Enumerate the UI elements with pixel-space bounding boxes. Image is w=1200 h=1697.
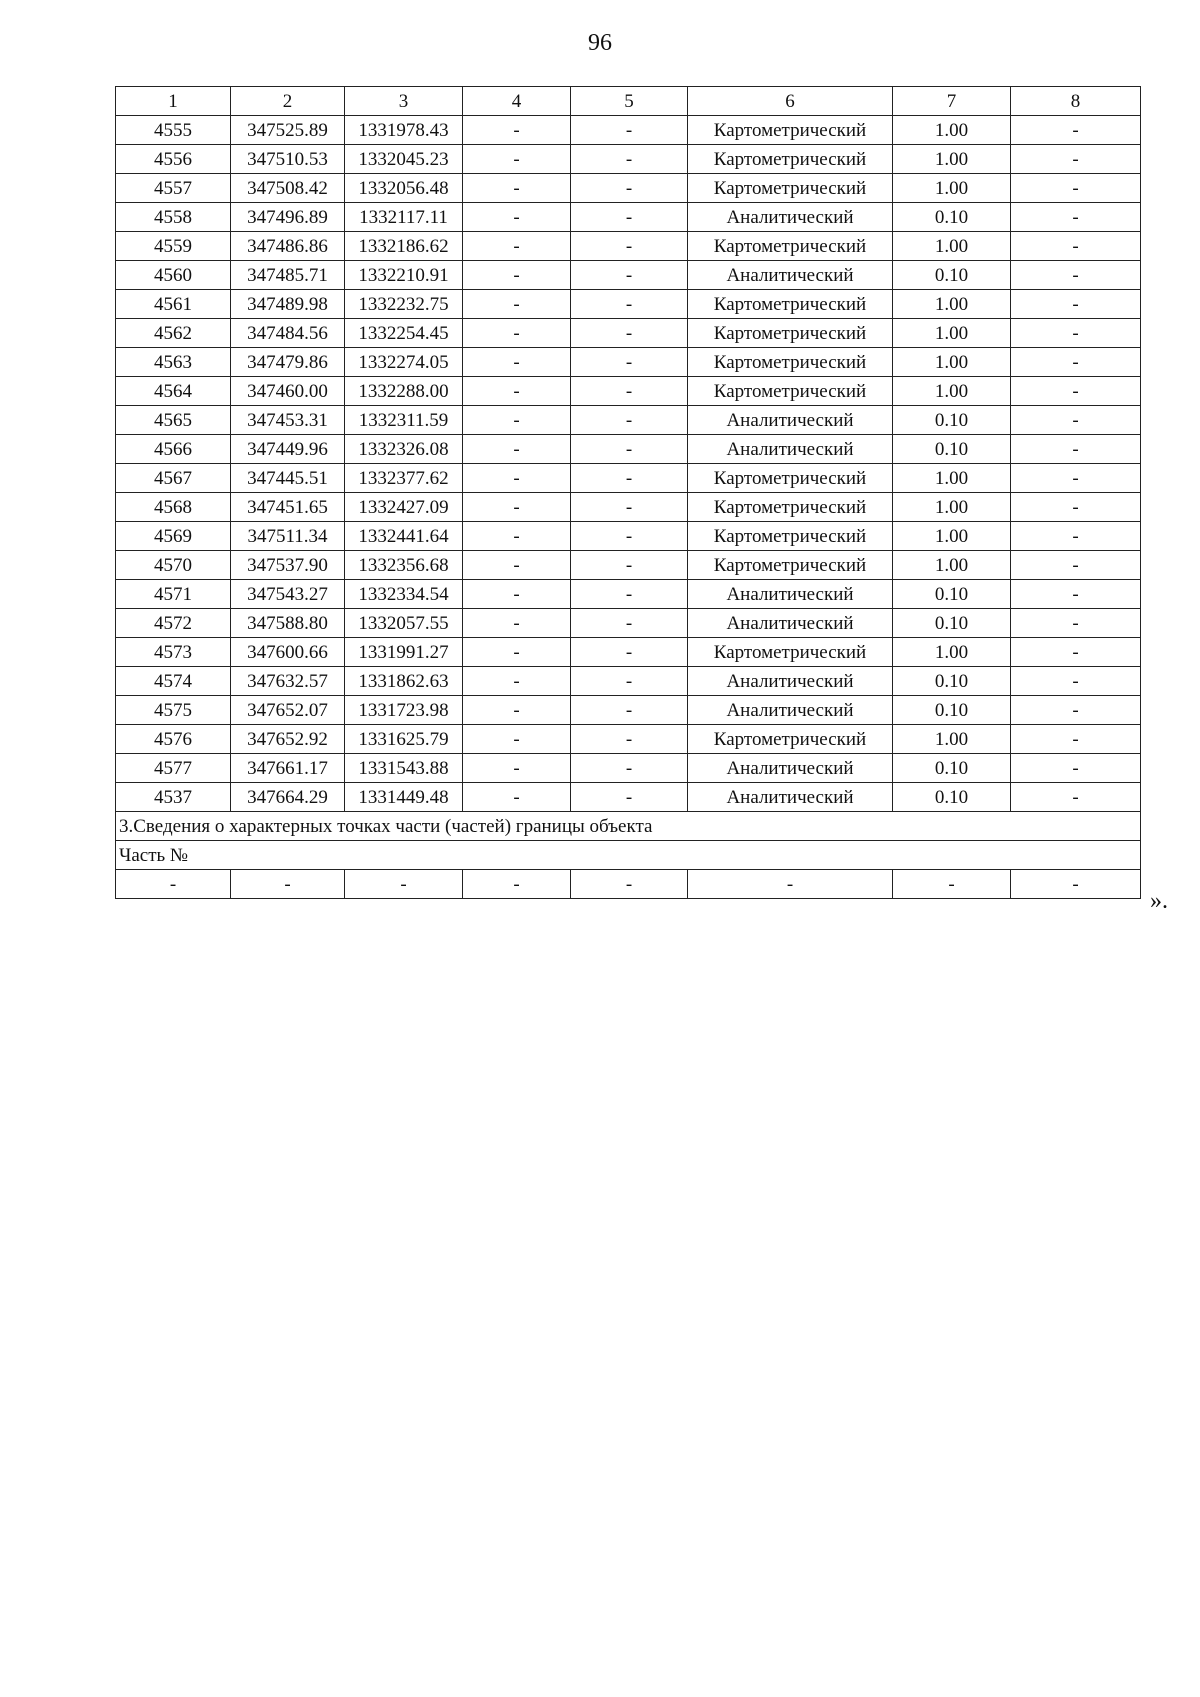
table-cell: 1332427.09: [345, 493, 463, 522]
table-cell: -: [1011, 609, 1141, 638]
table-cell: -: [463, 754, 571, 783]
table-cell: 4565: [116, 406, 231, 435]
table-cell: Аналитический: [688, 754, 893, 783]
column-header: 4: [463, 87, 571, 116]
table-cell: 347525.89: [231, 116, 345, 145]
table-cell: -: [1011, 870, 1141, 899]
table-cell: 1332377.62: [345, 464, 463, 493]
table-cell: -: [1011, 203, 1141, 232]
table-cell: 1332057.55: [345, 609, 463, 638]
table-cell: 347496.89: [231, 203, 345, 232]
table-cell: 4572: [116, 609, 231, 638]
table-cell: 1332232.75: [345, 290, 463, 319]
table-cell: -: [571, 580, 688, 609]
table-cell: -: [571, 522, 688, 551]
column-header: 7: [893, 87, 1011, 116]
table-cell: 347484.56: [231, 319, 345, 348]
table-cell: -: [463, 551, 571, 580]
table-cell: -: [1011, 725, 1141, 754]
table-cell: -: [571, 406, 688, 435]
table-row: [116, 783, 1141, 812]
table-cell: -: [1011, 638, 1141, 667]
table-cell: 347486.86: [231, 232, 345, 261]
table-cell: Аналитический: [688, 435, 893, 464]
table-cell: 347451.65: [231, 493, 345, 522]
table-cell: Аналитический: [688, 667, 893, 696]
table-cell: 1332045.23: [345, 145, 463, 174]
table-cell: 4570: [116, 551, 231, 580]
table-cell: -: [463, 377, 571, 406]
table-cell: -: [116, 870, 231, 899]
table-cell: -: [571, 435, 688, 464]
table-cell: 1332254.45: [345, 319, 463, 348]
table-cell: Картометрический: [688, 725, 893, 754]
table-cell: -: [463, 783, 571, 812]
table-row: [116, 725, 1141, 754]
table-cell: Аналитический: [688, 406, 893, 435]
table-cell: -: [463, 493, 571, 522]
table-cell: 4571: [116, 580, 231, 609]
table-cell: -: [571, 174, 688, 203]
table-cell: 4564: [116, 377, 231, 406]
table-cell: -: [1011, 377, 1141, 406]
table-row: [116, 754, 1141, 783]
table-cell: 1332186.62: [345, 232, 463, 261]
column-header: 6: [688, 87, 893, 116]
table-cell: 347445.51: [231, 464, 345, 493]
table-cell: 1332326.08: [345, 435, 463, 464]
table-cell: -: [463, 580, 571, 609]
table-cell: 347652.07: [231, 696, 345, 725]
table-cell: -: [571, 696, 688, 725]
table-cell: 1331449.48: [345, 783, 463, 812]
table-cell: 1332334.54: [345, 580, 463, 609]
table-cell: -: [571, 493, 688, 522]
table-cell: 4568: [116, 493, 231, 522]
table-cell: -: [463, 406, 571, 435]
table-cell: 4573: [116, 638, 231, 667]
table-cell: 0.10: [893, 406, 1011, 435]
table-cell: -: [1011, 174, 1141, 203]
table-cell: 1331991.27: [345, 638, 463, 667]
table-cell: 1.00: [893, 145, 1011, 174]
table-cell: 347600.66: [231, 638, 345, 667]
table-cell: -: [463, 116, 571, 145]
table-cell: 1331723.98: [345, 696, 463, 725]
table-cell: 347661.17: [231, 754, 345, 783]
table-cell: 1331978.43: [345, 116, 463, 145]
table-row: [116, 609, 1141, 638]
table-cell: 4559: [116, 232, 231, 261]
table-cell: -: [571, 290, 688, 319]
table-row: [116, 290, 1141, 319]
table-cell: 347479.86: [231, 348, 345, 377]
table-row: [116, 348, 1141, 377]
table-cell: Картометрический: [688, 290, 893, 319]
table-cell: Картометрический: [688, 319, 893, 348]
table-cell: 1332356.68: [345, 551, 463, 580]
table-cell: 1331625.79: [345, 725, 463, 754]
table-cell: 1332441.64: [345, 522, 463, 551]
table-row: [116, 551, 1141, 580]
table-cell: Картометрический: [688, 174, 893, 203]
table-cell: 347537.90: [231, 551, 345, 580]
table-cell: -: [571, 725, 688, 754]
table-row: [116, 116, 1141, 145]
column-header: 8: [1011, 87, 1141, 116]
coordinates-table-container: [115, 86, 1140, 899]
table-cell: -: [463, 638, 571, 667]
table-row: [116, 406, 1141, 435]
table-row: [116, 493, 1141, 522]
table-cell: Аналитический: [688, 609, 893, 638]
table-cell: -: [1011, 435, 1141, 464]
table-cell: -: [463, 348, 571, 377]
table-cell: 4563: [116, 348, 231, 377]
table-cell: 4562: [116, 319, 231, 348]
part-label: Часть №: [116, 841, 1141, 870]
table-cell: Картометрический: [688, 232, 893, 261]
coordinates-table: [115, 86, 1141, 899]
table-cell: 1.00: [893, 493, 1011, 522]
table-cell: Картометрический: [688, 493, 893, 522]
table-cell: -: [1011, 696, 1141, 725]
table-row: [116, 522, 1141, 551]
table-cell: -: [571, 319, 688, 348]
table-cell: -: [1011, 493, 1141, 522]
table-row: [116, 145, 1141, 174]
table-cell: Картометрический: [688, 551, 893, 580]
table-cell: 0.10: [893, 609, 1011, 638]
table-cell: Аналитический: [688, 580, 893, 609]
table-body: [116, 116, 1141, 812]
table-cell: -: [571, 667, 688, 696]
table-cell: 4567: [116, 464, 231, 493]
table-cell: 0.10: [893, 754, 1011, 783]
closing-quote-mark: ».: [1150, 888, 1168, 914]
table-cell: Аналитический: [688, 696, 893, 725]
table-cell: Картометрический: [688, 464, 893, 493]
table-cell: 4556: [116, 145, 231, 174]
table-cell: 1.00: [893, 551, 1011, 580]
table-cell: Аналитический: [688, 261, 893, 290]
table-cell: 347449.96: [231, 435, 345, 464]
table-cell: -: [1011, 783, 1141, 812]
table-cell: 4557: [116, 174, 231, 203]
table-cell: 4560: [116, 261, 231, 290]
table-cell: 0.10: [893, 261, 1011, 290]
table-cell: -: [1011, 261, 1141, 290]
column-header: 3: [345, 87, 463, 116]
table-cell: 0.10: [893, 435, 1011, 464]
table-cell: -: [571, 203, 688, 232]
table-cell: -: [1011, 580, 1141, 609]
table-cell: -: [463, 174, 571, 203]
table-cell: 0.10: [893, 667, 1011, 696]
table-cell: -: [463, 145, 571, 174]
table-cell: -: [231, 870, 345, 899]
table-row: [116, 696, 1141, 725]
table-cell: 1.00: [893, 348, 1011, 377]
table-cell: 4574: [116, 667, 231, 696]
table-row: [116, 464, 1141, 493]
table-cell: 1.00: [893, 377, 1011, 406]
table-cell: 0.10: [893, 203, 1011, 232]
table-row: [116, 580, 1141, 609]
table-cell: -: [463, 667, 571, 696]
table-cell: 1.00: [893, 638, 1011, 667]
table-cell: 347489.98: [231, 290, 345, 319]
table-row: [116, 174, 1141, 203]
table-cell: 1331543.88: [345, 754, 463, 783]
table-cell: -: [571, 754, 688, 783]
table-cell: -: [345, 870, 463, 899]
table-cell: Аналитический: [688, 203, 893, 232]
table-cell: -: [571, 348, 688, 377]
table-cell: 1.00: [893, 116, 1011, 145]
table-cell: 4577: [116, 754, 231, 783]
table-cell: -: [463, 725, 571, 754]
table-cell: 1332056.48: [345, 174, 463, 203]
table-cell: -: [1011, 551, 1141, 580]
empty-row: [116, 870, 1141, 899]
table-cell: 4569: [116, 522, 231, 551]
table-row: [116, 435, 1141, 464]
table-cell: -: [571, 464, 688, 493]
part-label-row: [116, 841, 1141, 870]
table-cell: Картометрический: [688, 638, 893, 667]
table-cell: 1.00: [893, 725, 1011, 754]
table-cell: 1.00: [893, 464, 1011, 493]
table-row: [116, 667, 1141, 696]
table-cell: -: [463, 464, 571, 493]
table-cell: 347508.42: [231, 174, 345, 203]
table-row: [116, 232, 1141, 261]
table-cell: 0.10: [893, 696, 1011, 725]
section-title-row: [116, 812, 1141, 841]
table-cell: -: [571, 870, 688, 899]
table-cell: -: [571, 145, 688, 174]
table-cell: -: [688, 870, 893, 899]
table-cell: 347664.29: [231, 783, 345, 812]
table-cell: -: [1011, 290, 1141, 319]
table-cell: Картометрический: [688, 522, 893, 551]
table-cell: 4566: [116, 435, 231, 464]
table-cell: 0.10: [893, 783, 1011, 812]
table-cell: -: [463, 696, 571, 725]
table-cell: 347510.53: [231, 145, 345, 174]
table-cell: -: [571, 116, 688, 145]
table-cell: -: [1011, 754, 1141, 783]
table-cell: 347632.57: [231, 667, 345, 696]
table-cell: Картометрический: [688, 377, 893, 406]
table-cell: -: [571, 638, 688, 667]
table-cell: -: [463, 203, 571, 232]
table-cell: -: [571, 783, 688, 812]
table-cell: -: [1011, 406, 1141, 435]
table-cell: 347652.92: [231, 725, 345, 754]
table-cell: -: [1011, 667, 1141, 696]
table-cell: -: [463, 290, 571, 319]
table-cell: Картометрический: [688, 145, 893, 174]
table-cell: -: [571, 609, 688, 638]
table-cell: 1332311.59: [345, 406, 463, 435]
table-cell: -: [463, 435, 571, 464]
table-cell: 4561: [116, 290, 231, 319]
table-row: [116, 638, 1141, 667]
table-cell: -: [463, 232, 571, 261]
table-cell: 4558: [116, 203, 231, 232]
page-number: 96: [588, 30, 612, 56]
table-cell: 1332274.05: [345, 348, 463, 377]
table-cell: Аналитический: [688, 783, 893, 812]
table-row: [116, 319, 1141, 348]
table-cell: 1.00: [893, 232, 1011, 261]
table-cell: -: [893, 870, 1011, 899]
table-cell: -: [571, 232, 688, 261]
table-row: [116, 203, 1141, 232]
table-cell: 1.00: [893, 290, 1011, 319]
table-cell: 1332117.11: [345, 203, 463, 232]
table-cell: -: [463, 319, 571, 348]
table-cell: -: [571, 261, 688, 290]
table-cell: 1332210.91: [345, 261, 463, 290]
column-header: 2: [231, 87, 345, 116]
table-cell: 1.00: [893, 174, 1011, 203]
table-cell: 347453.31: [231, 406, 345, 435]
table-cell: -: [1011, 145, 1141, 174]
table-cell: Картометрический: [688, 116, 893, 145]
table-cell: 4576: [116, 725, 231, 754]
table-cell: 4555: [116, 116, 231, 145]
table-row: [116, 377, 1141, 406]
header-row: [116, 87, 1141, 116]
table-cell: 4537: [116, 783, 231, 812]
table-cell: 0.10: [893, 580, 1011, 609]
table-cell: -: [463, 261, 571, 290]
table-cell: -: [463, 870, 571, 899]
column-header: 5: [571, 87, 688, 116]
column-header: 1: [116, 87, 231, 116]
table-cell: -: [571, 551, 688, 580]
table-cell: 347485.71: [231, 261, 345, 290]
table-cell: -: [463, 522, 571, 551]
table-cell: 1332288.00: [345, 377, 463, 406]
table-cell: 347543.27: [231, 580, 345, 609]
table-row: [116, 261, 1141, 290]
table-cell: -: [463, 609, 571, 638]
table-cell: 4575: [116, 696, 231, 725]
table-cell: 347588.80: [231, 609, 345, 638]
section-title: 3.Сведения о характерных точках части (частей) границы объекта: [116, 812, 1141, 841]
table-cell: 347511.34: [231, 522, 345, 551]
table-cell: -: [1011, 232, 1141, 261]
table-cell: 1.00: [893, 319, 1011, 348]
table-cell: -: [1011, 116, 1141, 145]
table-cell: 1.00: [893, 522, 1011, 551]
table-cell: -: [1011, 348, 1141, 377]
table-cell: 1331862.63: [345, 667, 463, 696]
table-cell: -: [571, 377, 688, 406]
table-cell: -: [1011, 319, 1141, 348]
table-cell: 347460.00: [231, 377, 345, 406]
table-cell: -: [1011, 464, 1141, 493]
table-cell: -: [1011, 522, 1141, 551]
table-cell: Картометрический: [688, 348, 893, 377]
